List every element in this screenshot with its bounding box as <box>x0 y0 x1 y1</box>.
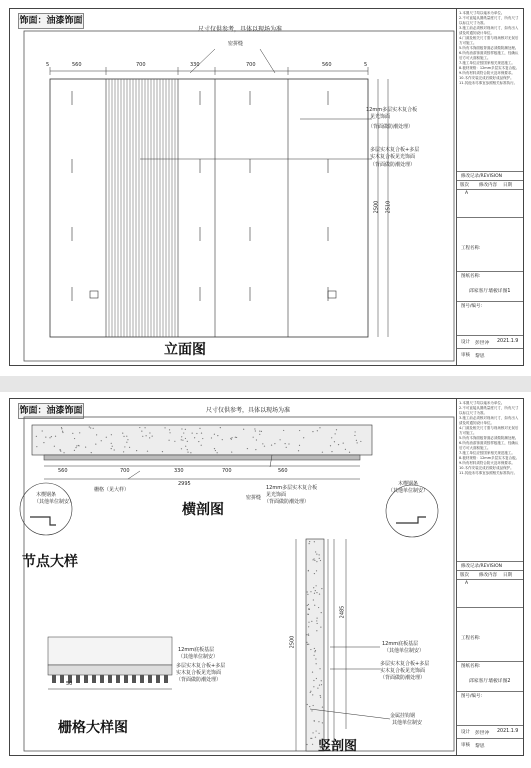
grille-panel-label-1: 多层实木复合板+多层 <box>176 663 226 669</box>
design-label-2: 设计 <box>461 730 470 735</box>
finish-tag-2: 饰面：油漆饰面 <box>18 403 84 419</box>
design-note-line: 2.不可直接从图纸量度尺寸，所有尺寸以标注尺寸为准。 <box>459 16 519 25</box>
vert-dim-1: 2485 <box>339 605 346 619</box>
check-label: 审核 <box>461 353 470 358</box>
dimension-note: 尺寸仅供参考，具体以现场为准 <box>198 26 283 33</box>
fixing-right-label-1: 木楔钢条 <box>398 481 419 487</box>
design-note-line: 10.木作安装完成后做好成品保护。 <box>459 466 514 470</box>
vert-panel-label-3: （背面做防潮处理） <box>380 675 426 681</box>
design-note-line: 10.木作安装完成后做好成品保护。 <box>459 76 514 80</box>
rev-col-1-2: 修改内容 <box>479 573 497 578</box>
project-name-label-2: 工程名称: <box>461 636 481 641</box>
section-drawing <box>10 399 456 755</box>
project-name-label: 工程名称: <box>461 246 481 251</box>
design-notes <box>459 11 521 169</box>
plan-dim-1: 700 <box>120 468 130 474</box>
rev-col-0-2: 版次 <box>460 573 469 578</box>
sheet-gap <box>0 376 531 392</box>
vert-steel-label-1: 金属挂钩钢 <box>390 713 416 719</box>
section-sheet <box>9 398 524 756</box>
plan-dim-4: 560 <box>278 468 288 474</box>
rev-col-2-2: 日期 <box>503 573 512 578</box>
drawing-name: 邱家客厅墙板详图1 <box>469 289 511 294</box>
title-block-2 <box>456 399 523 755</box>
dim-top-2: 700 <box>136 62 146 68</box>
checker-name: 黎思 <box>475 354 485 359</box>
plan-dim-total: 2995 <box>178 481 191 487</box>
drawing-name-label: 图纸名称: <box>461 274 481 279</box>
fixing-left-label-2: （其他单位制安） <box>34 499 75 505</box>
checker-name-2: 黎思 <box>475 744 485 749</box>
finish-tag: 饰面：油漆饰面 <box>18 13 84 29</box>
dim-top-3: 330 <box>190 62 200 68</box>
rev-col-0: 版次 <box>460 183 469 188</box>
design-note-line: 7.施工单位应按国家相关规范施工。 <box>459 451 515 455</box>
designer-name: 彭世冲 <box>475 341 490 346</box>
dim-top-1: 560 <box>72 62 82 68</box>
seam-label: 密拼缝 <box>228 41 244 47</box>
elevation-sheet <box>9 8 524 366</box>
drawing-name-2: 邱家客厅墙板详图2 <box>469 679 511 684</box>
dim-right-2: 2510 <box>385 200 392 214</box>
plan-panel-label-2: 见光饰面 <box>266 492 287 498</box>
designer-name-2: 彭世冲 <box>475 731 490 736</box>
plan-panel-label-3: （背面做防潮处理） <box>264 499 310 505</box>
design-note-line: 4.门洞及相关尺寸需与现场核对无误后方可施工。 <box>459 36 519 45</box>
dim-top-5: 560 <box>322 62 332 68</box>
revision-header-2: 修改记录/REVISION <box>461 564 502 569</box>
dim-right-1: 2500 <box>373 200 380 214</box>
design-note-line: 4.门洞及相关尺寸需与现场核对无误后方可施工。 <box>459 426 519 435</box>
drawing-name-label-2: 图纸名称: <box>461 664 481 669</box>
design-note-line: 3.施工前必须核对现场尺寸，如有出入请及时通知设计单位。 <box>459 26 519 35</box>
grille-base-label-2: （其他单位制安） <box>178 654 219 660</box>
design-note-line: 7.施工单位应按国家相关规范施工。 <box>459 61 515 65</box>
rev-row: A <box>465 191 469 196</box>
design-note-line: 9.所有材料须符合防火及环保要求。 <box>459 71 515 75</box>
design-note-line: 2.不可直接从图纸量度尺寸，所有尺寸以标注尺寸为准。 <box>459 406 519 415</box>
design-note-line: 5.所有木饰面板背面必须做防潮处理。 <box>459 46 519 50</box>
panel-b-label-1: 多层实木复合板+多层 <box>370 147 420 153</box>
design-note-line: 9.所有材料须符合防火及环保要求。 <box>459 461 515 465</box>
drawing-no-label: 图号/编号: <box>461 304 483 309</box>
vert-panel-label-2: 实木复合板见光饰面 <box>380 668 426 674</box>
vert-panel-label-1: 多层实木复合板+多层 <box>380 661 430 667</box>
fixing-right-label-2: （其他单位制安） <box>388 488 429 494</box>
design-note-line: 1.本图尺寸均以毫米为单位。 <box>459 11 505 15</box>
grille-panel-label-2: 实木复合板见光饰面 <box>176 670 222 676</box>
design-note-line: 8.板材规格：12mm多层实木复合板。 <box>459 456 520 460</box>
dim-top-6: 5 <box>364 62 368 68</box>
elevation-title: 立面图 <box>164 342 206 358</box>
design-label: 设计 <box>461 340 470 345</box>
drawing-no-label-2: 图号/编号: <box>461 694 483 699</box>
plan-section-title: 横剖图 <box>182 502 224 518</box>
design-note-line: 11.其他未尽事宜参照相关标准执行。 <box>459 471 518 475</box>
rev-row-2: A <box>465 581 469 586</box>
panel-a-label-1: 12mm多层实木复合板 <box>366 107 418 113</box>
grille-base-label-1: 12mm底板基层 <box>178 647 215 653</box>
drawing-date-2: 2021.1.9 <box>497 729 519 734</box>
grille-dim: 50 <box>66 681 73 687</box>
vert-base-label-2: （其他单位制安） <box>384 648 425 654</box>
dim-top-0: 5 <box>46 62 50 68</box>
dimension-note-2: 尺寸仅供参考，具体以现场为准 <box>206 407 291 414</box>
vertical-section-title: 竖剖图 <box>318 739 358 754</box>
vert-steel-label-2: 其他单位制安 <box>392 720 423 726</box>
grille-detail-title: 栅格大样图 <box>58 720 128 736</box>
plan-dim-0: 560 <box>58 468 68 474</box>
plan-dim-2: 330 <box>174 468 184 474</box>
rev-col-1: 修改内容 <box>479 183 497 188</box>
dim-top-4: 700 <box>246 62 256 68</box>
drawing-date: 2021.1.9 <box>497 339 519 344</box>
rev-col-2: 日期 <box>503 183 512 188</box>
design-note-line: 11.其他未尽事宜参照相关标准执行。 <box>459 81 518 85</box>
grille-panel-label-3: （背面做防潮处理） <box>176 677 222 683</box>
plan-panel-label-1: 12mm多层实木复合板 <box>266 485 318 491</box>
grille-label: 栅格（见大样） <box>94 487 130 493</box>
vert-base-label-1: 12mm底板基层 <box>382 641 419 647</box>
vert-dim-0: 2500 <box>289 635 296 649</box>
check-label-2: 审核 <box>461 743 470 748</box>
fixing-left-label-1: 木楔钢条 <box>36 492 57 498</box>
design-note-line: 1.本图尺寸均以毫米为单位。 <box>459 401 505 405</box>
seam-label-2: 密拼缝 <box>246 495 262 501</box>
panel-a-label-3: （背面做防潮处理） <box>368 124 414 130</box>
design-note-line: 5.所有木饰面板背面必须做防潮处理。 <box>459 436 519 440</box>
plan-dim-3: 700 <box>222 468 232 474</box>
design-notes-2 <box>459 401 521 559</box>
title-block <box>456 9 523 365</box>
node-detail-title: 节点大样 <box>22 554 78 570</box>
design-note-line: 6.所有油漆饰面须按样板施工，经确认后方可大面积施工。 <box>459 51 519 60</box>
design-note-line: 8.板材规格：12mm多层实木复合板。 <box>459 66 520 70</box>
design-note-line: 6.所有油漆饰面须按样板施工，经确认后方可大面积施工。 <box>459 441 519 450</box>
panel-b-label-2: 实木复合板见光饰面 <box>370 154 416 160</box>
panel-b-label-3: （背面做防潮处理） <box>370 162 416 168</box>
revision-header: 修改记录/REVISION <box>461 174 502 179</box>
panel-a-label-2: 见光饰面 <box>370 114 391 120</box>
design-note-line: 3.施工前必须核对现场尺寸，如有出入请及时通知设计单位。 <box>459 416 519 425</box>
